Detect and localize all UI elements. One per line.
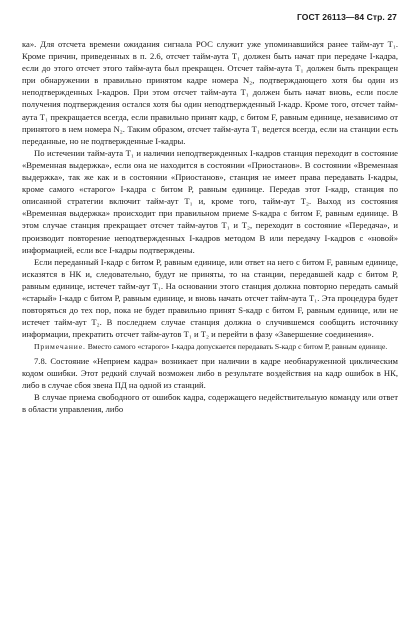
note-label: Примечание. bbox=[34, 342, 86, 352]
paragraph-section-7-8: 7.8. Состояние «Неприем кадра» возникает при наличии в кадре необнаруженной циклическим кодом ошибки. Этот редкий случай возможен либо в результате воздействия на кадр ошибок в НК, либо в случае сбоя звена ПД на одной из станций. bbox=[22, 355, 398, 390]
paragraph-invalid-command: В случае приема свободного от ошибок кадра, содержащего недействительную команду или ответ в области управления, либо bbox=[22, 392, 398, 415]
page-body bbox=[22, 38, 398, 415]
note-text: Вместо самого «старого» I-кадра допускается передавать S-кадр с битом Р, равным единице. bbox=[85, 342, 388, 352]
paragraph-timeout-t1: ка». Для отсчета времени ожидания сигнала РОС служит уже упоминавшийся ранее тайм-аут T₁. Кроме причин, приведенных в п. 2.6, отсчет тайм-аута T₁ должен быть начат при передаче I-кадра, если до этого отсчет этого тайм-аута был прекращен. Отсчет тайм-аута T₁ должен быть прекращен при обнаружении в правильно принятом кадре номера N₂, подтверждающего хотя бы один из неподтвержденных I-кадров. При этом отсчет тайм-аута T₁ должен быть начат вновь, если после получения подтверждения остался хотя бы один неподтвержденный I-кадр. Кроме того, отсчет тайм-аута T₁ прекращается всегда, если правильно принят кадр, с битом F, равным единице, независимо от принятого в нем номера N₂. Таким образом, отсчет тайм-аута T₁ ведется всегда, если на станции есть переданные, но не подтвержденные I-кадры. bbox=[22, 39, 398, 146]
page-header: ГОСТ 26113—84 Стр. 27 bbox=[296, 12, 397, 22]
paragraph-temporary-hold: По истечении тайм-аута T₁ и наличии неподтвержденных I-кадров станция переходит в состояние «Временная выдержка», если она не находится в состоянии «Приостанов». В состоянии «Временная выдержка», так же как и в состоянии «Приостанов», станция не имеет права передавать I-кадры, кроме самого «старого» I-кадра с битом Р, равным единице. Передав этот I-кадр, станция по описанной стратегии включит тайм-аут T₁ и, кроме того, тайм-аут T₂. Выход из состояния «Временная выдержка» происходит при правильном приеме S-кадра с битом F, равным единице. В этом случае станция прекращает отсчет тайм-аутов T₁ и T₂, переходит в состояние «Передача», и производит повторение неподтвержденных I-кадров методом В или передачу I-кадров с «новой» информацией, если все I-кадры подтверждены. bbox=[22, 147, 398, 255]
note bbox=[22, 342, 398, 352]
paragraph-retransmission: Если переданный I-кадр с битом Р, равным единице, или ответ на него с битом F, равным единице, исказятся в НК и, следовательно, будут не приняты, то на станции, передавшей кадр с битом Р, равным единице, истечет тайм-аут T₁. На основании этого станция должна повторно передать самый «старый» I-кадр с битом Р, равным единице, и вновь начать отсчет тайм-аута T₁. Эта процедура будет повторяться до тех пор, пока не будет правильно принят S-кадр с битом F, равным единице, или не истечет тайм-аут T₂. В последнем случае станция должна о случившемся сообщить источнику информации, прекратить отсчет тайм-аутов T₁ и T₂ и перейти в фазу «Завершение соединения». bbox=[22, 256, 398, 340]
